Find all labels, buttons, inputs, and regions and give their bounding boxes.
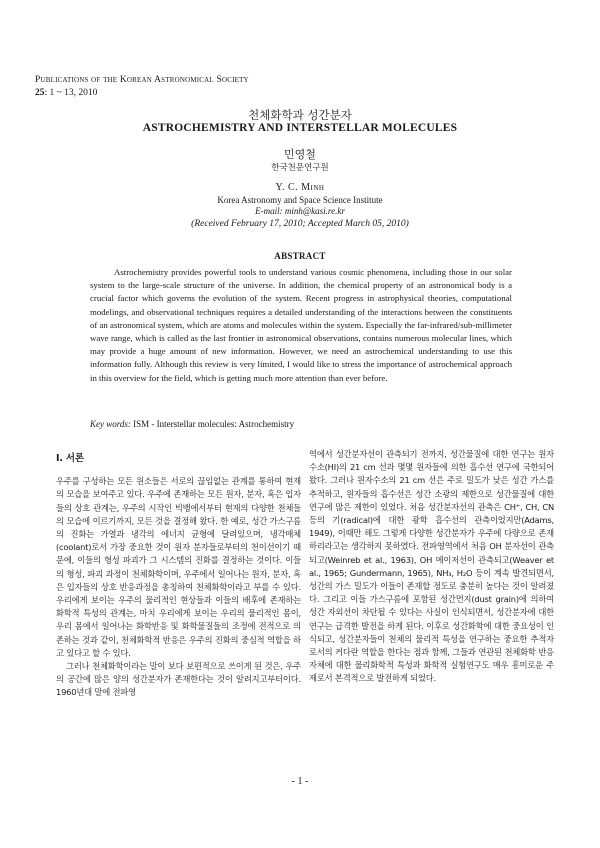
author-name-english: Y. C. Minh	[275, 182, 325, 193]
keywords-label: Key words:	[90, 419, 131, 429]
title-english: ASTROCHEMISTRY AND INTERSTELLAR MOLECULES	[142, 122, 458, 134]
author-affiliation-english: Korea Astronomy and Space Science Institute	[217, 195, 383, 205]
paragraph-2: 그러나 천체화학이라는 말이 보다 보편적으로 쓰이게 된 것은, 우주의 공간에 많은 양의 성간분자가 존재한다는 것이 알려지고부터이다. 1960년대 말에 전파영	[56, 661, 301, 698]
journal-header	[35, 74, 249, 100]
section-heading: I. 서론	[56, 453, 84, 464]
author-email: E-mail: minh@kasi.re.kr	[255, 206, 345, 216]
left-column	[56, 452, 301, 700]
author-affiliation-korean: 한국천문연구원	[271, 163, 329, 173]
paragraph-3: 역에서 성간분자선이 관측되기 전까지, 성간물질에 대한 연구는 원자수소(HI)의 21 cm 선과 몇몇 원자들에 의한 흡수선 연구에 국한되어 왔다. 그러나 원자수소의 21 cm 선은 주로 밀도가 낮은 성간 가스를 추적하고, 원자들의 흡수선은 성간 소광의 제한으로 성간물질에 대한 연구에 많은 제한이 있었다. 처음 성간분자선의 관측은 CH⁺, CH, CN 등의 기(radical)에 대한 광학 흡수선의 관측이었지만(Adams, 1949), 이때만 해도 그렇게 다양한 성간분자가 우주에 다량으로 존재하리라고는 생각하지 못하였다. 전파영역에서 처음 OH 분자선이 관측되고(Weinreb et al., 1963), OH 메이저선이 관측되고(Weaver et al., 1965; Gundermann, 1965), NH₃, H₂O 등이 계속 발견되면서, 성간의 가스 밀도가 이들이 존재할 정도로 충분히 높다는 것이 알려졌다. 그리고 이들 가스구름에 포함된 성간먼지(dust grain)에 의하여 성간 자외선이 차단될 수 있다는 사실이 인식되면서, 성간분자에 대한 연구는 급격한 발전을 하게 된다. 이후로 성간화학에 대한 중요성이 인식되고, 성간분자들이 천체의 물리적 특성을 연구하는 중요한 추적자로서의 커다란 역할을 한다는 점과 함께, 그들과 연관된 천체화학 반응 자체에 대한 물리화학적 특성과 화학적 실험연구도 매우 흥미로운 주제로서 본격적으로 발전하게 되었다.	[309, 449, 554, 684]
title-korean: 천체화학과 성간분자	[248, 108, 352, 122]
volume-number: 25	[35, 88, 45, 98]
received-dates: (Received February 17, 2010; Accepted March 05, 2010)	[191, 219, 409, 229]
author-name-korean: 민영철	[284, 148, 316, 161]
keywords-value: ISM - Interstellar molecules: Astrochemistry	[130, 419, 295, 429]
journal-name: Publications of the Korean Astronomical Society	[35, 75, 249, 85]
abstract-text: Astrochemistry provides powerful tools to understand various cosmic phenomena, including those in our solar system to the large-scale structure of the universe. In addition, the chemical property of an astronomical body is a crucial factor which governs the evolution of the system. Recent progress in astrophysical theories, computational modelings, and observational techniques requires a detailed understanding of the interactions between the constituents of an astronomical system, which are atoms and molecules within the system. Especially the far-infrared/sub-millimeter wave range, which is called as the last frontier in astronomical observations, contains numerous molecular lines, which may provide a huge amount of new information. However, we need an astrochemical understanding to use this information fully. Although this review is very limited, I would like to stress the importance of astrochemical approach in this overview for the field, which is getting much more attention than ever before.	[90, 267, 512, 383]
abstract-heading: ABSTRACT	[274, 251, 326, 261]
right-column	[309, 448, 554, 686]
page-number: - 1 -	[291, 776, 309, 787]
page-range: : 1 ~ 13, 2010	[44, 88, 98, 98]
paragraph-1: 우주를 구성하는 모든 원소들은 서로의 끊임없는 관계를 통하여 현재의 모습을 보여주고 있다. 우주에 존재하는 모든 원자, 분자, 혹은 입자들의 상호 관계는, 우주의 시작인 빅뱅에서부터 현재의 다양한 천체들의 모습에 이르기까지, 모든 것을 결정해 왔다. 한 예로, 성간 가스구름의 진화는 가열과 냉각의 에너지 균형에 달려있으며, 냉각매체(coolant)로서 가장 중요한 것이 원자 분자들로부터의 천이선이기 때문에, 이들의 형성 파괴가 그 시스템의 진화를 결정하는 것이다. 이들의 형성, 파괴 과정이 천체화학이며, 우주에서 일어나는 원자, 분자, 혹은 입자들의 상호 반응과정을 총칭하여 천체화학이라고 부를 수 있다. 우리에게 보이는 우주의 물리적인 현상들과 이들의 배후에 존재하는 화학적 특성의 관계는, 마치 우리에게 보이는 우리의 물리적인 몸이, 우리 몸에서 일어나는 화학반응 및 화학물질들의 조정에 전적으로 의존하는 것과 같이, 천체화학적 반응은 우주의 진화의 중심적 역할을 하고 있다고 할 수 있다.	[56, 476, 301, 658]
keywords	[90, 419, 294, 429]
